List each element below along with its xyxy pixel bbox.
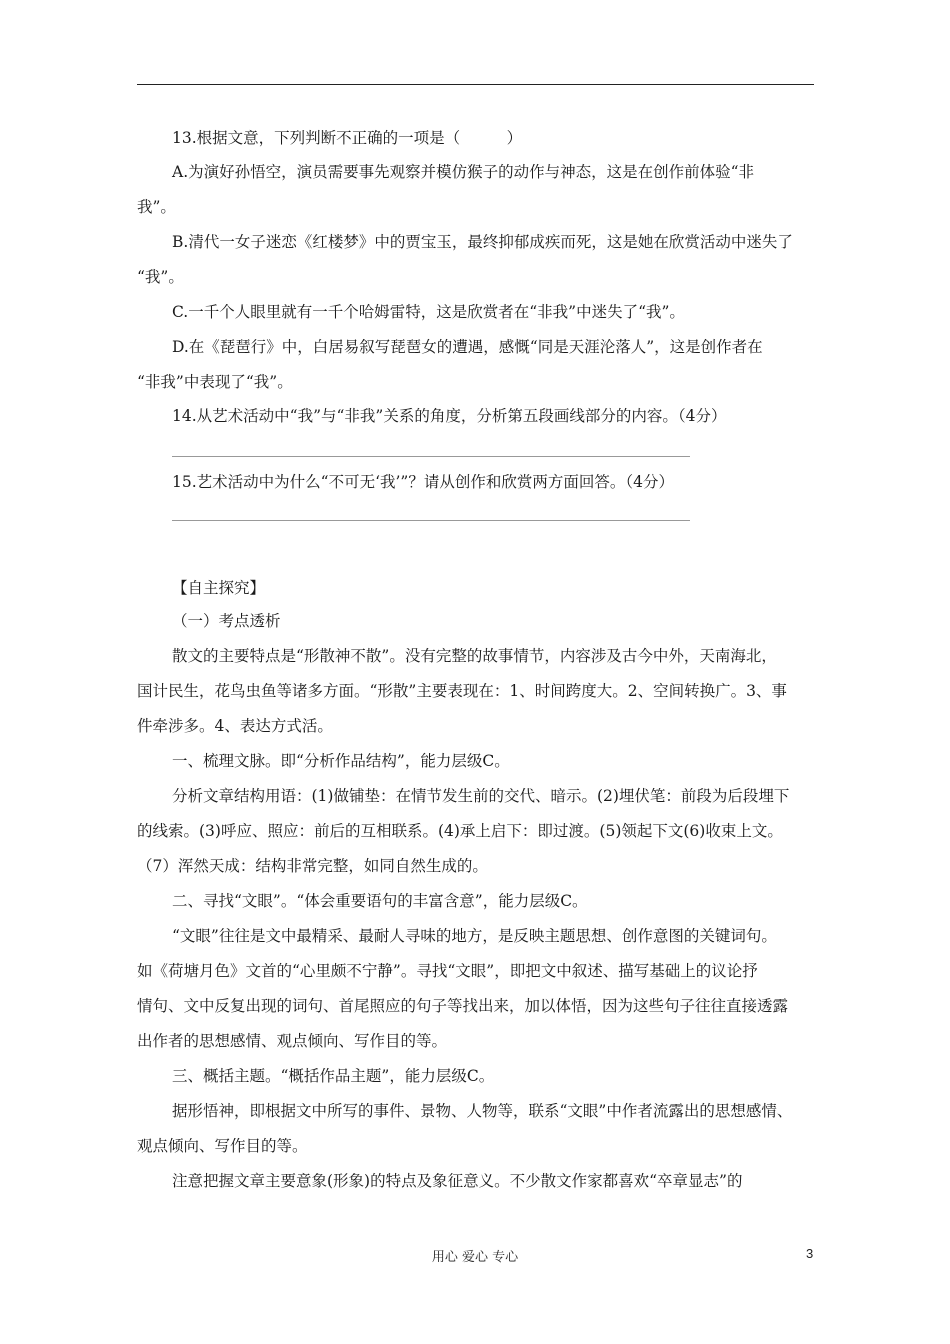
paragraph-1-line2: 国计民生，花鸟虫鱼等诸多方面。“形散”主要表现在：1、时间跨度大。2、空间转换广。3、事 [137,682,787,700]
q13-option-d-line1: D.在《琵琶行》中，白居易叙写琵琶女的遭遇，感慨“同是天涯沦落人”，这是创作者在 [172,338,763,356]
section-heading: 【自主探究】 [172,579,266,597]
section-subheading: （一）考点透析 [172,612,281,630]
q15-stem: 15.艺术活动中为什么“不可无‘我’”？请从创作和欣赏两方面回答。（4分） [172,473,674,491]
header-rule [137,84,814,85]
q13-option-b-line2: “我”。 [137,268,184,286]
paragraph-4-line2: 观点倾向、写作目的等。 [137,1137,308,1155]
page-number: 3 [806,1246,814,1261]
paragraph-2-line1: 分析文章结构用语：(1)做铺垫：在情节发生前的交代、暗示。(2)埋伏笔：前段为后段埋下 [172,787,790,805]
q14-answer-line [172,456,690,457]
point-2-heading: 二、寻找“文眼”。“体会重要语句的丰富含意”，能力层级C。 [172,892,588,910]
paragraph-1-line1: 散文的主要特点是“形散神不散”。没有完整的故事情节，内容涉及古今中外，天南海北， [172,647,777,665]
paragraph-2-line3: （7）浑然天成：结构非常完整，如同自然生成的。 [137,857,488,875]
q13-option-c: C.一千个人眼里就有一千个哈姆雷特，这是欣赏者在“非我”中迷失了“我”。 [172,303,685,321]
paragraph-2-line2: 的线索。(3)呼应、照应：前后的互相联系。(4)承上启下：即过渡。(5)领起下文(6)收束上文。 [137,822,783,840]
q13-option-a-line2: 我”。 [137,198,176,216]
paragraph-1-line3: 件牵涉多。4、表达方式活。 [137,717,333,735]
paragraph-3-line2: 如《荷塘月色》文首的“心里颇不宁静”。寻找“文眼”，即把文中叙述、描写基础上的议论抒 [137,962,758,980]
q14-stem: 14.从艺术活动中“我”与“非我”关系的角度，分析第五段画线部分的内容。（4分） [172,407,727,425]
q13-option-a-line1: A.为演好孙悟空，演员需要事先观察并模仿猴子的动作与神态，这是在创作前体验“非 [172,163,755,181]
paragraph-4-line1: 据形悟神，即根据文中所写的事件、景物、人物等，联系“文眼”中作者流露出的思想感情、 [172,1102,793,1120]
q13-option-d-line2: “非我”中表现了“我”。 [137,373,293,391]
paragraph-3-line4: 出作者的思想感情、观点倾向、写作目的等。 [137,1032,448,1050]
paragraph-3-line1: “文眼”往往是文中最精采、最耐人寻味的地方，是反映主题思想、创作意图的关键词句。 [172,927,777,945]
q13-stem: 13.根据文意，下列判断不正确的一项是（ ） [172,129,523,147]
point-1-heading: 一、梳理文脉。即“分析作品结构”，能力层级C。 [172,752,510,770]
paragraph-3-line3: 情句、文中反复出现的词句、首尾照应的句子等找出来，加以体悟，因为这些句子往往直接透露 [137,997,789,1015]
q13-option-b-line1: B.清代一女子迷恋《红楼梦》中的贾宝玉，最终抑郁成疾而死，这是她在欣赏活动中迷失了 [172,233,793,251]
paragraph-5-line1: 注意把握文章主要意象(形象)的特点及象征意义。不少散文作家都喜欢“卒章显志”的 [172,1172,743,1190]
point-3-heading: 三、概括主题。“概括作品主题”，能力层级C。 [172,1067,495,1085]
q15-answer-line [172,520,690,521]
footer-text: 用心 爱心 专心 [431,1250,519,1265]
